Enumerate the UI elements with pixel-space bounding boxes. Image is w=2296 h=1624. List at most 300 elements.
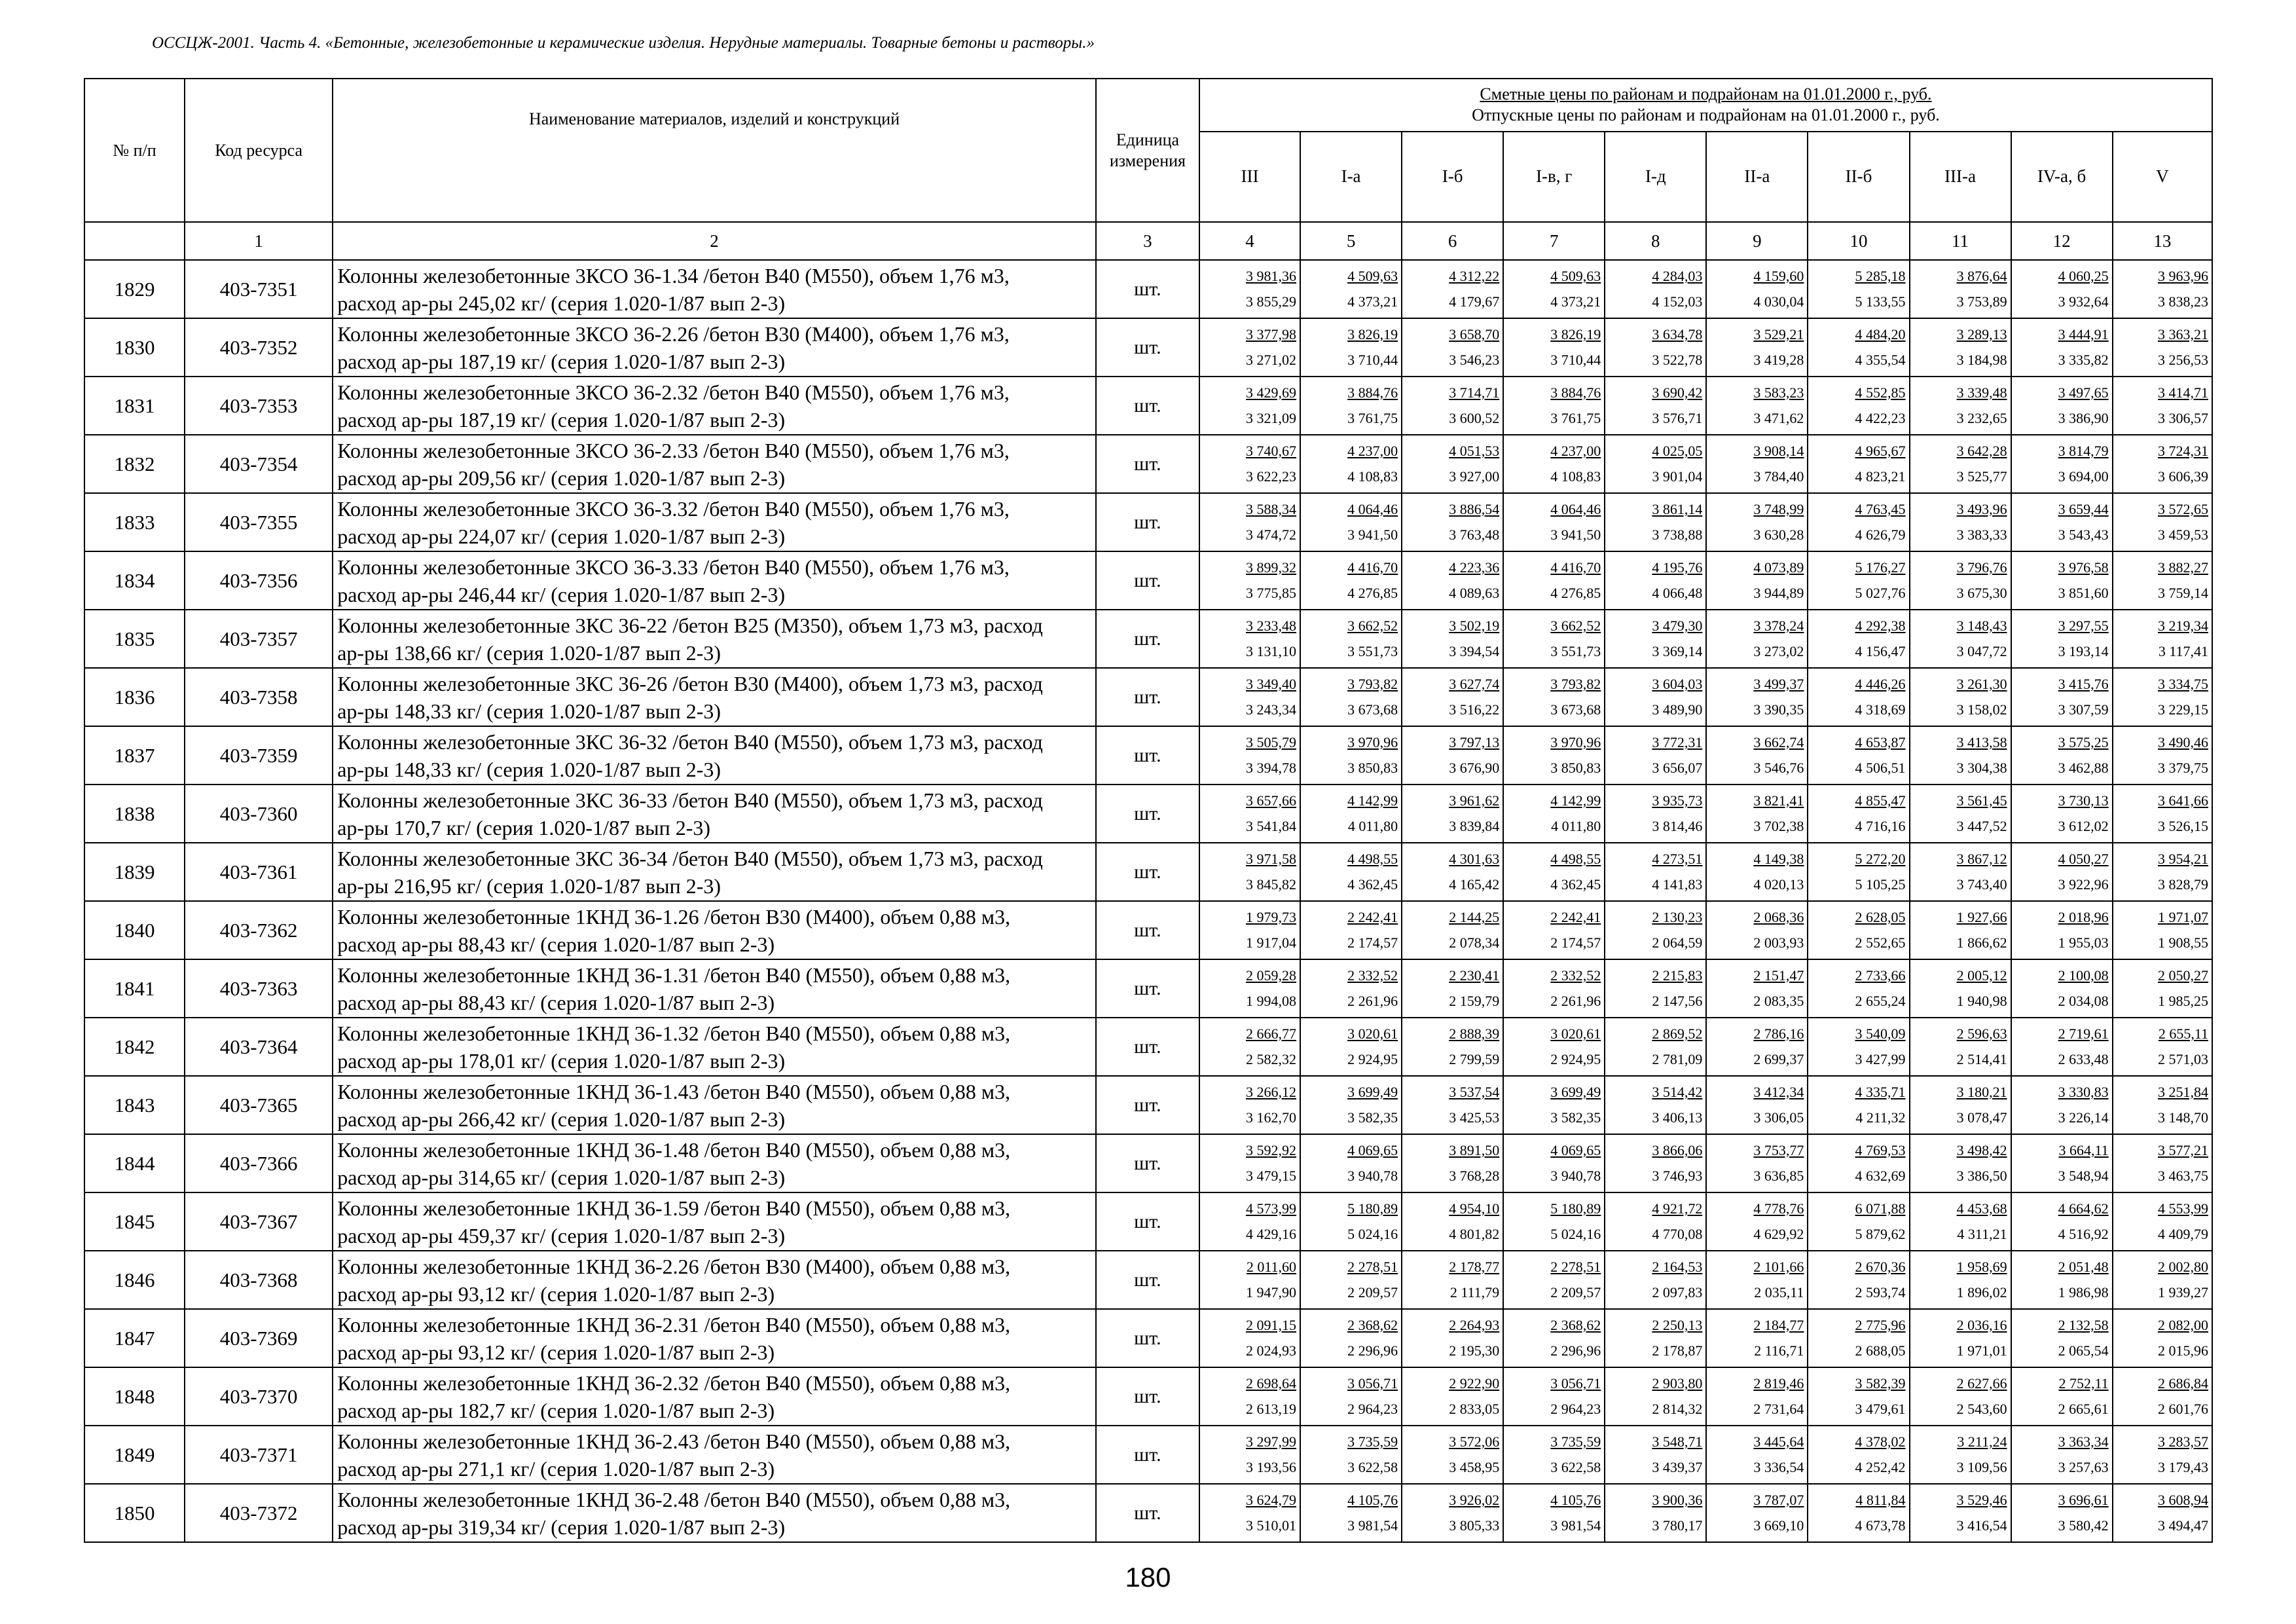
release-price: 2 601,76 [2158,1401,2208,1417]
release-price: 3 462,88 [2058,760,2109,776]
region-header: I-д [1605,132,1706,222]
release-price: 3 710,44 [1347,352,1398,368]
release-price: 3 845,82 [1246,876,1297,893]
release-price: 3 416,54 [1956,1517,2007,1534]
release-price: 3 541,84 [1246,818,1297,834]
price-cell [1605,1134,1706,1192]
price-cell [2011,1426,2113,1484]
price-cell [1605,1367,1706,1426]
release-price: 3 386,90 [2058,410,2109,426]
price-cell [1402,1426,1503,1484]
release-price: 3 459,53 [2158,526,2208,543]
estimate-price: 2 068,36 [1753,909,1804,925]
release-price: 3 673,68 [1347,701,1398,718]
price-cell [1808,1426,1909,1484]
material-name [333,784,1096,843]
estimate-price: 4 954,10 [1449,1200,1500,1217]
estimate-price: 3 699,49 [1347,1084,1398,1100]
price-cell [2011,668,2113,726]
release-price: 4 373,21 [1550,293,1601,310]
price-cell [1199,784,1300,843]
price-cell [1910,901,2011,959]
price-cell [2011,843,2113,901]
price-cell [1503,1426,1605,1484]
estimate-price: 3 529,21 [1753,326,1804,342]
estimate-price: 3 330,83 [2058,1084,2109,1100]
release-price: 3 851,60 [2058,585,2109,601]
price-cell [1910,1134,2011,1192]
column-number: 9 [1706,222,1808,260]
release-price: 3 271,02 [1246,352,1297,368]
estimate-price: 4 484,20 [1855,326,1906,342]
price-cell [1808,610,1909,668]
release-price: 2 078,34 [1449,934,1500,951]
estimate-price: 3 349,40 [1246,676,1297,692]
release-price: 3 675,30 [1956,585,2007,601]
price-cell [1199,1134,1300,1192]
release-price: 2 116,71 [1754,1342,1804,1359]
estimate-price: 2 215,83 [1652,967,1703,984]
price-cell [2011,959,2113,1018]
unit: шт. [1096,318,1199,377]
estimate-price: 3 796,76 [1956,559,2007,576]
estimate-price: 2 242,41 [1347,909,1398,925]
release-price: 3 580,42 [2058,1517,2109,1534]
estimate-price: 2 018,96 [2058,909,2109,925]
release-price: 3 669,10 [1753,1517,1804,1534]
estimate-price: 3 499,37 [1753,676,1804,692]
unit: шт. [1096,1484,1199,1542]
estimate-price: 3 378,24 [1753,618,1804,634]
row-number: 1829 [84,260,185,318]
estimate-price: 3 148,43 [1956,618,2007,634]
estimate-price: 2 368,62 [1550,1317,1601,1333]
price-cell [1503,551,1605,610]
estimate-price: 3 479,30 [1652,618,1703,634]
release-price: 3 257,63 [2058,1459,2109,1475]
estimate-price: 3 662,52 [1550,618,1601,634]
price-cell [1706,668,1808,726]
material-name [333,435,1096,493]
price-cell [1605,1484,1706,1542]
estimate-price: 2 819,46 [1753,1375,1804,1392]
estimate-price: 3 377,98 [1246,326,1297,342]
estimate-price: 3 970,96 [1550,734,1601,750]
price-cell [1503,610,1605,668]
price-cell [1199,318,1300,377]
unit: шт. [1096,493,1199,551]
release-price: 3 600,52 [1449,410,1500,426]
release-price: 1 947,90 [1246,1284,1297,1301]
estimate-price: 2 596,63 [1956,1025,2007,1042]
release-price: 3 406,13 [1652,1109,1703,1126]
price-cell [1605,260,1706,318]
price-cell [1300,843,1402,901]
estimate-price: 2 264,93 [1449,1317,1500,1333]
material-name-line1: Колонны железобетонные 1КНД 36-2.32 /бетон В40 (М550), объем 0,88 м3, [337,1371,1011,1395]
estimate-price: 6 071,88 [1855,1200,1906,1217]
price-cell [2113,1076,2212,1134]
estimate-price: 2 278,51 [1347,1259,1398,1275]
price-cell [1503,959,1605,1018]
estimate-price: 4 069,65 [1550,1142,1601,1158]
region-header: I-б [1402,132,1503,222]
material-name-line2: расход ар-ры 93,12 кг/ (серия 1.020-1/87 вып 2-3) [337,1340,775,1364]
row-number: 1849 [84,1426,185,1484]
material-name-line2: ар-ры 216,95 кг/ (серия 1.020-1/87 вып 2-3) [337,874,721,898]
table-row [84,1426,2212,1484]
material-name-line2: расход ар-ры 271,1 кг/ (серия 1.020-1/87 вып 2-3) [337,1456,775,1481]
estimate-price: 3 954,21 [2158,851,2208,867]
estimate-price: 3 659,44 [2058,501,2109,517]
price-cell [2113,318,2212,377]
material-name-line1: Колонны железобетонные 3КСО 36-2.32 /бетон В40 (М550), объем 1,76 м3, [337,380,1010,404]
estimate-price: 3 724,31 [2158,443,2208,459]
estimate-price: 3 772,31 [1652,734,1703,750]
column-number: 5 [1300,222,1402,260]
estimate-price: 5 180,89 [1347,1200,1398,1217]
price-cell [1503,1367,1605,1426]
release-price: 3 383,33 [1956,526,2007,543]
release-price: 3 927,00 [1449,468,1500,485]
estimate-price: 2 368,62 [1347,1317,1398,1333]
release-price: 3 193,14 [2058,643,2109,659]
estimate-price: 2 091,15 [1246,1317,1297,1333]
price-cell [1605,610,1706,668]
material-name-line2: ар-ры 148,33 кг/ (серия 1.020-1/87 вып 2-3) [337,699,721,723]
header-unit: Единица измерения [1096,79,1199,222]
estimate-price: 4 965,67 [1855,443,1906,459]
material-name [333,726,1096,784]
release-price: 3 162,70 [1246,1109,1297,1126]
header-num: № п/п [84,79,185,222]
price-cell [1199,959,1300,1018]
material-name [333,1018,1096,1076]
estimate-price: 4 025,05 [1652,443,1703,459]
row-number: 1839 [84,843,185,901]
release-price: 3 753,89 [1956,293,2007,310]
release-price: 3 582,35 [1347,1109,1398,1126]
price-cell [2113,1251,2212,1309]
estimate-price: 3 627,74 [1449,676,1500,692]
price-cell [2113,1018,2212,1076]
release-price: 5 133,55 [1855,293,1906,310]
price-cell [1300,1251,1402,1309]
estimate-price: 3 502,19 [1449,618,1500,634]
price-cell [2113,726,2212,784]
release-price: 3 761,75 [1347,410,1398,426]
estimate-price: 3 056,71 [1550,1375,1601,1392]
estimate-price: 3 730,13 [2058,792,2109,809]
row-number: 1846 [84,1251,185,1309]
estimate-price: 2 101,66 [1753,1259,1804,1275]
price-cell [1300,1426,1402,1484]
column-number-empty [84,222,185,260]
price-cell [1605,784,1706,843]
price-cell [1808,1192,1909,1251]
release-price: 4 516,92 [2058,1226,2109,1242]
price-cell [1402,668,1503,726]
release-price: 2 833,05 [1449,1401,1500,1417]
estimate-price: 3 814,79 [2058,443,2109,459]
price-cell [2011,260,2113,318]
price-cell [1199,1426,1300,1484]
release-price: 3 582,35 [1550,1109,1601,1126]
estimate-price: 2 250,13 [1652,1317,1703,1333]
price-cell [2113,843,2212,901]
price-cell [1503,1134,1605,1192]
price-cell [1706,1367,1808,1426]
price-cell [1808,784,1909,843]
estimate-price: 5 285,18 [1855,268,1906,284]
release-price: 3 489,90 [1652,701,1703,718]
price-cell [1402,1251,1503,1309]
release-price: 3 768,28 [1449,1168,1500,1184]
table-row [84,1309,2212,1367]
release-price: 4 506,51 [1855,760,1906,776]
estimate-price: 3 261,30 [1956,676,2007,692]
release-price: 3 243,34 [1246,701,1297,718]
price-cell [1706,901,1808,959]
resource-code: 403-7366 [185,1134,333,1192]
price-cell [1808,959,1909,1018]
unit: шт. [1096,551,1199,610]
release-price: 4 626,79 [1855,526,1906,543]
material-name-line2: расход ар-ры 246,44 кг/ (серия 1.020-1/87 вып 2-3) [337,582,786,606]
release-price: 3 516,22 [1449,701,1500,718]
price-cell [1910,1309,2011,1367]
release-price: 3 746,93 [1652,1168,1703,1184]
price-cell [1910,1251,2011,1309]
release-price: 4 020,13 [1753,876,1804,893]
release-price: 4 362,45 [1347,876,1398,893]
estimate-price: 3 690,42 [1652,384,1703,401]
release-price: 3 551,73 [1550,643,1601,659]
estimate-price: 3 900,36 [1652,1492,1703,1508]
price-cell [1199,260,1300,318]
price-cell [1910,1018,2011,1076]
release-price: 3 543,43 [2058,526,2109,543]
estimate-price: 3 583,23 [1753,384,1804,401]
price-cell [1910,1192,2011,1251]
price-cell [1808,901,1909,959]
estimate-price: 4 284,03 [1652,268,1703,284]
release-price: 3 775,85 [1246,585,1297,601]
release-price: 3 941,50 [1347,526,1398,543]
release-price: 3 047,72 [1956,643,2007,659]
estimate-price: 3 588,34 [1246,501,1297,517]
material-name-line1: Колонны железобетонные 3КС 36-32 /бетон В40 (М550), объем 1,73 м3, расход [337,729,1043,754]
price-cell [2011,1367,2113,1426]
estimate-price: 4 378,02 [1855,1433,1906,1450]
column-number: 13 [2113,222,2212,260]
price-cell [1503,726,1605,784]
estimate-price: 3 662,74 [1753,734,1804,750]
price-cell [1910,377,2011,435]
region-header: III-а [1910,132,2011,222]
release-price: 4 108,83 [1347,468,1398,485]
estimate-price: 3 971,58 [1246,851,1297,867]
price-cell [1199,1309,1300,1367]
release-price: 3 427,99 [1855,1051,1906,1067]
unit: шт. [1096,260,1199,318]
release-price: 4 011,80 [1551,818,1601,834]
release-price: 2 003,93 [1753,934,1804,951]
estimate-price: 3 444,91 [2058,326,2109,342]
price-cell [1808,1367,1909,1426]
estimate-price: 3 582,39 [1855,1375,1906,1392]
release-price: 3 606,39 [2158,468,2208,485]
price-cell [1910,843,2011,901]
table-row [84,377,2212,435]
estimate-price: 2 278,51 [1550,1259,1601,1275]
price-cell [2113,435,2212,493]
release-price: 4 632,69 [1855,1168,1906,1184]
resource-code: 403-7363 [185,959,333,1018]
page-number: 180 [1125,1562,1171,1593]
release-price: 3 901,04 [1652,468,1703,485]
price-cell [1605,493,1706,551]
price-cell [1300,1484,1402,1542]
table-row [84,959,2212,1018]
price-cell [1706,377,1808,435]
release-price: 2 964,23 [1347,1401,1398,1417]
estimate-price: 4 105,76 [1347,1492,1398,1508]
estimate-price: 4 811,84 [1855,1492,1906,1508]
estimate-price: 4 921,72 [1652,1200,1703,1217]
release-price: 4 429,16 [1246,1226,1297,1242]
document-header: ОССЦЖ-2001. Часть 4. «Бетонные, железобетонные и керамические изделия. Нерудные материалы. Товарные бетоны и растворы.» [152,34,1095,52]
estimate-price: 3 413,58 [1956,734,2007,750]
price-cell [1808,726,1909,784]
estimate-price: 4 105,76 [1550,1492,1601,1508]
estimate-price: 3 498,42 [1956,1142,2007,1158]
estimate-price: 3 753,77 [1753,1142,1804,1158]
estimate-price: 2 230,41 [1449,967,1500,984]
release-price: 2 178,87 [1652,1342,1703,1359]
estimate-price: 3 793,82 [1347,676,1398,692]
release-price: 2 514,41 [1956,1051,2007,1067]
column-number: 12 [2011,222,2113,260]
release-price: 2 034,08 [2058,993,2109,1009]
release-price: 3 622,58 [1347,1459,1398,1475]
estimate-price: 3 514,42 [1652,1084,1703,1100]
release-price: 2 296,96 [1550,1342,1601,1359]
release-price: 2 633,48 [2058,1051,2109,1067]
price-cell [1808,260,1909,318]
release-price: 3 078,47 [1956,1109,2007,1126]
price-cell [1503,1192,1605,1251]
price-cell [2113,1309,2212,1367]
price-cell [1402,435,1503,493]
estimate-price: 3 797,13 [1449,734,1500,750]
table-row [84,726,2212,784]
release-price: 3 784,40 [1753,468,1804,485]
material-name [333,1076,1096,1134]
table-row [84,551,2212,610]
price-cell [1503,843,1605,901]
price-cell [1300,901,1402,959]
release-price: 3 479,15 [1246,1168,1297,1184]
release-price: 2 924,95 [1347,1051,1398,1067]
release-price: 3 546,23 [1449,352,1500,368]
estimate-price: 1 927,66 [1956,909,2007,925]
estimate-price: 4 195,76 [1652,559,1703,576]
material-name [333,901,1096,959]
resource-code: 403-7372 [185,1484,333,1542]
price-cell [1706,1309,1808,1367]
material-name-line1: Колонны железобетонные 3КСО 36-2.33 /бетон В40 (М550), объем 1,76 м3, [337,438,1010,462]
estimate-price: 3 981,36 [1246,268,1297,284]
estimate-price: 2 164,53 [1652,1259,1703,1275]
material-name-line1: Колонны железобетонные 3КСО 36-3.32 /бетон В40 (М550), объем 1,76 м3, [337,496,1010,521]
column-number: 10 [1808,222,1909,260]
estimate-price: 4 223,36 [1449,559,1500,576]
price-cell [1199,668,1300,726]
release-price: 2 159,79 [1449,993,1500,1009]
estimate-price: 4 769,53 [1855,1142,1906,1158]
price-cell [1300,1309,1402,1367]
price-cell [1910,959,2011,1018]
header-prices-title [1199,79,2212,132]
price-cell [1402,959,1503,1018]
unit: шт. [1096,1134,1199,1192]
price-cell [2113,1426,2212,1484]
price-cell [2113,610,2212,668]
price-cell [1706,493,1808,551]
release-price: 2 655,24 [1855,993,1906,1009]
release-price: 4 355,54 [1855,352,1906,368]
resource-code: 403-7359 [185,726,333,784]
price-cell [1402,1309,1503,1367]
price-cell [1300,551,1402,610]
material-name-line2: расход ар-ры 178,01 кг/ (серия 1.020-1/87 вып 2-3) [337,1048,786,1073]
resource-code: 403-7371 [185,1426,333,1484]
release-price: 3 981,54 [1550,1517,1601,1534]
price-cell [1199,1367,1300,1426]
material-name-line2: расход ар-ры 319,34 кг/ (серия 1.020-1/87 вып 2-3) [337,1515,786,1539]
material-name-line1: Колонны железобетонные 1КНД 36-1.43 /бетон В40 (М550), объем 0,88 м3, [337,1079,1011,1103]
material-name-line1: Колонны железобетонные 3КСО 36-2.26 /бетон В30 (М400), объем 1,76 м3, [337,322,1010,346]
material-name-line1: Колонны железобетонные 1КНД 36-1.32 /бетон В40 (М550), объем 0,88 м3, [337,1021,1011,1045]
estimate-price: 3 233,48 [1246,618,1297,634]
estimate-price: 3 429,69 [1246,384,1297,401]
price-cell [1503,377,1605,435]
release-price: 5 105,25 [1855,876,1906,893]
material-name-line2: ар-ры 170,7 кг/ (серия 1.020-1/87 вып 2-3) [337,815,711,840]
estimate-price: 3 735,59 [1550,1433,1601,1450]
material-name [333,1426,1096,1484]
release-price: 4 801,82 [1449,1226,1500,1242]
estimate-price: 3 696,61 [2058,1492,2109,1508]
release-price: 3 510,01 [1246,1517,1297,1534]
release-price: 3 941,50 [1550,526,1601,543]
estimate-price: 2 332,52 [1347,967,1398,984]
estimate-price: 3 020,61 [1347,1025,1398,1042]
estimate-price: 3 735,59 [1347,1433,1398,1450]
estimate-price: 4 073,89 [1753,559,1804,576]
release-price: 3 850,83 [1550,760,1601,776]
price-cell [1402,551,1503,610]
estimate-price: 3 961,62 [1449,792,1500,809]
release-price: 3 394,78 [1246,760,1297,776]
material-name-line2: расход ар-ры 245,02 кг/ (серия 1.020-1/87 вып 2-3) [337,291,786,315]
estimate-price: 4 553,99 [2158,1200,2208,1217]
price-cell [1503,318,1605,377]
estimate-price: 2 178,77 [1449,1259,1500,1275]
price-cell [1605,959,1706,1018]
row-number: 1848 [84,1367,185,1426]
